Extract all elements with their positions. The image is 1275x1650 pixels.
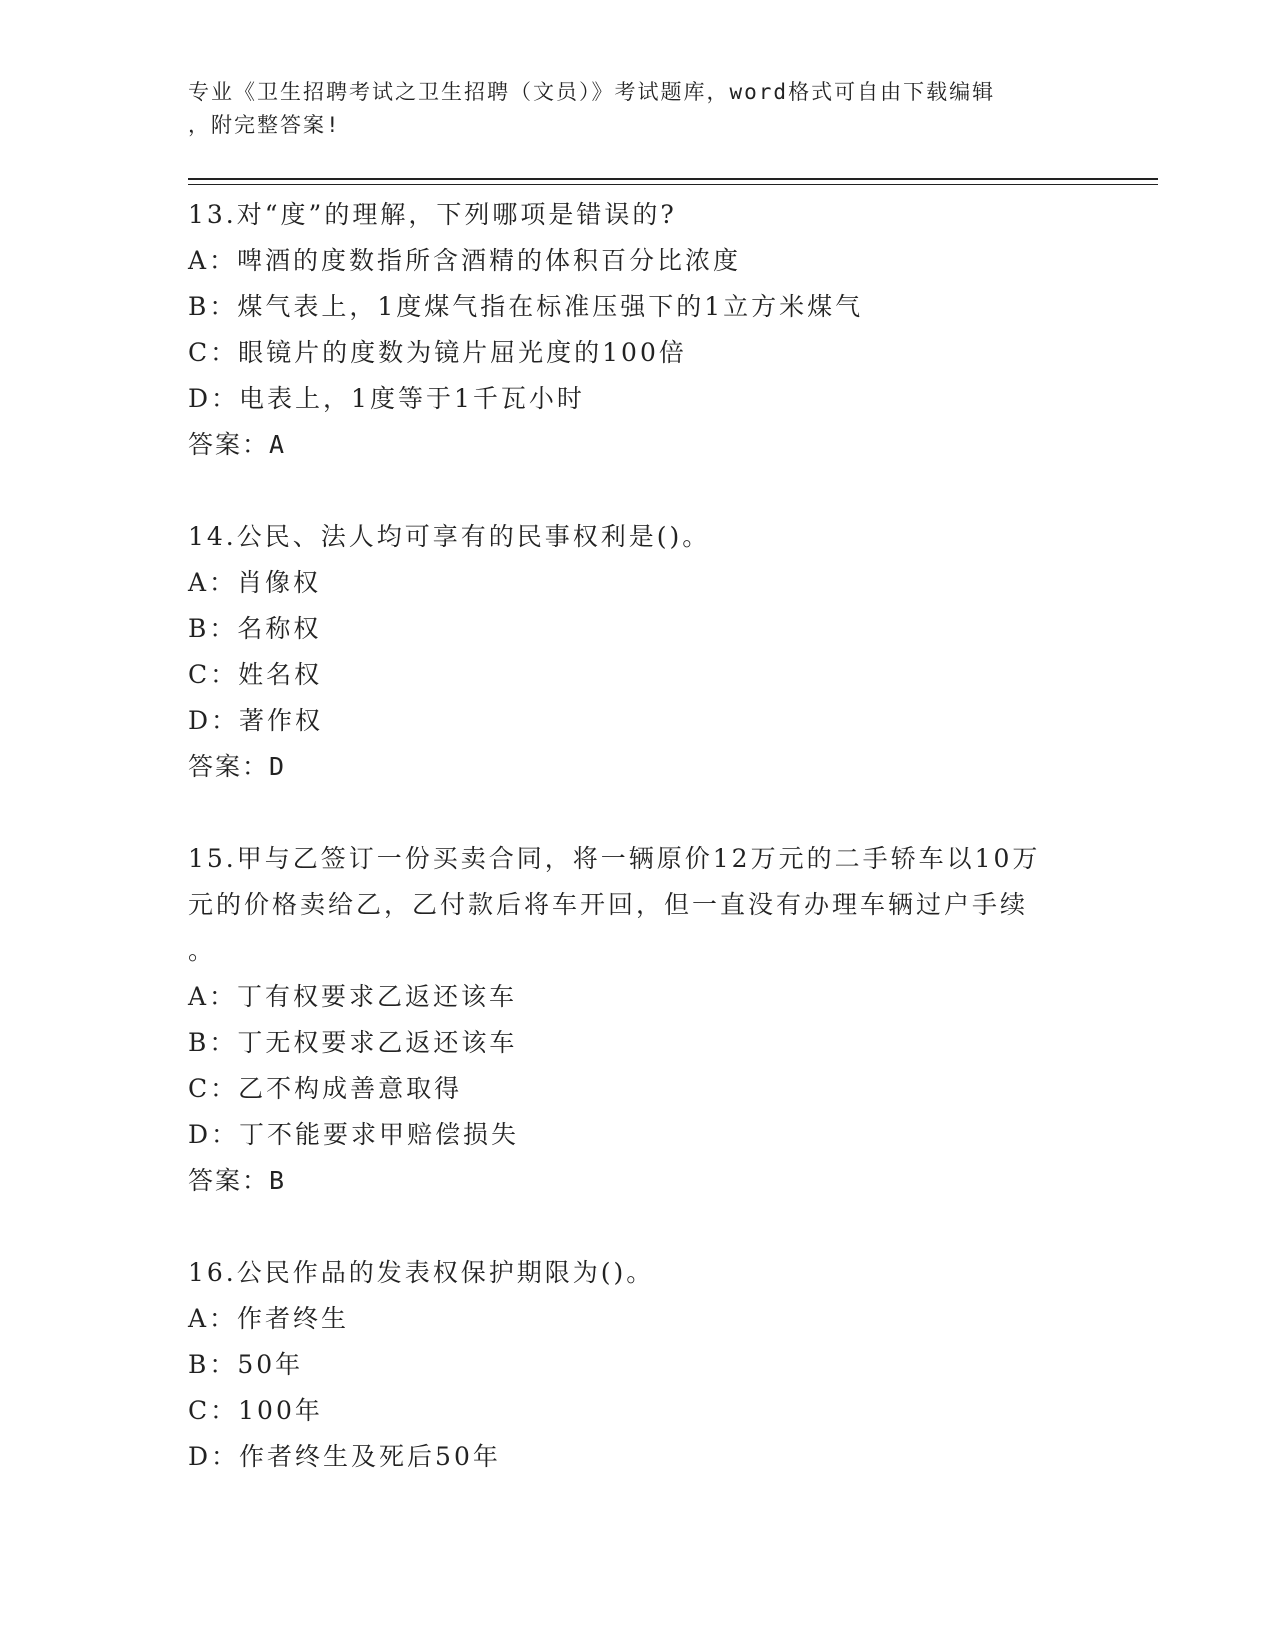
option-d: D：电表上，1度等于1千瓦小时 [188, 384, 585, 413]
option-b: B：50年 [188, 1350, 304, 1379]
option-b: B：丁无权要求乙返还该车 [188, 1028, 518, 1057]
question-list [188, 192, 1088, 1526]
option-d: D：丁不能要求甲赔偿损失 [188, 1120, 520, 1149]
question-16 [188, 1250, 1088, 1480]
answer-line: 答案：D [188, 752, 287, 781]
option-d: D：著作权 [188, 706, 324, 735]
option-c: C：眼镜片的度数为镜片屈光度的100倍 [188, 338, 687, 367]
option-a: A：丁有权要求乙返还该车 [188, 982, 518, 1011]
option-b: B：煤气表上，1度煤气指在标准压强下的1立方米煤气 [188, 292, 864, 321]
question-15 [188, 836, 1088, 1204]
option-a: A：肖像权 [188, 568, 322, 597]
header-divider-thin [188, 184, 1158, 185]
option-a: A：啤酒的度数指所含酒精的体积百分比浓度 [188, 246, 742, 275]
option-c: C：乙不构成善意取得 [188, 1074, 463, 1103]
header-line-2: ，附完整答案! [188, 113, 341, 137]
question-stem: 14.公民、法人均可享有的民事权利是()。 [188, 522, 711, 551]
option-c: C：姓名权 [188, 660, 323, 689]
answer-line: 答案：B [188, 1166, 287, 1195]
question-stem: 13.对“度”的理解，下列哪项是错误的? [188, 200, 677, 229]
question-stem-line-2: 元的价格卖给乙，乙付款后将车开回，但一直没有办理车辆过户手续 [188, 890, 1029, 919]
option-c: C：100年 [188, 1396, 323, 1425]
header-divider-thick [188, 178, 1158, 180]
option-a: A：作者终生 [188, 1304, 350, 1333]
question-14 [188, 514, 1088, 790]
option-b: B：名称权 [188, 614, 322, 643]
answer-line: 答案：A [188, 430, 287, 459]
question-stem-line-1: 15.甲与乙签订一份买卖合同，将一辆原价12万元的二手轿车以10万 [188, 844, 1041, 873]
question-stem: 16.公民作品的发表权保护期限为()。 [188, 1258, 655, 1287]
header-line-1: 专业《卫生招聘考试之卫生招聘（文员）》考试题库，word格式可自由下载编辑 [188, 80, 996, 104]
document-header [188, 76, 1068, 142]
question-13 [188, 192, 1088, 468]
question-stem-line-3: 。 [188, 936, 217, 965]
option-d: D：作者终生及死后50年 [188, 1442, 501, 1471]
